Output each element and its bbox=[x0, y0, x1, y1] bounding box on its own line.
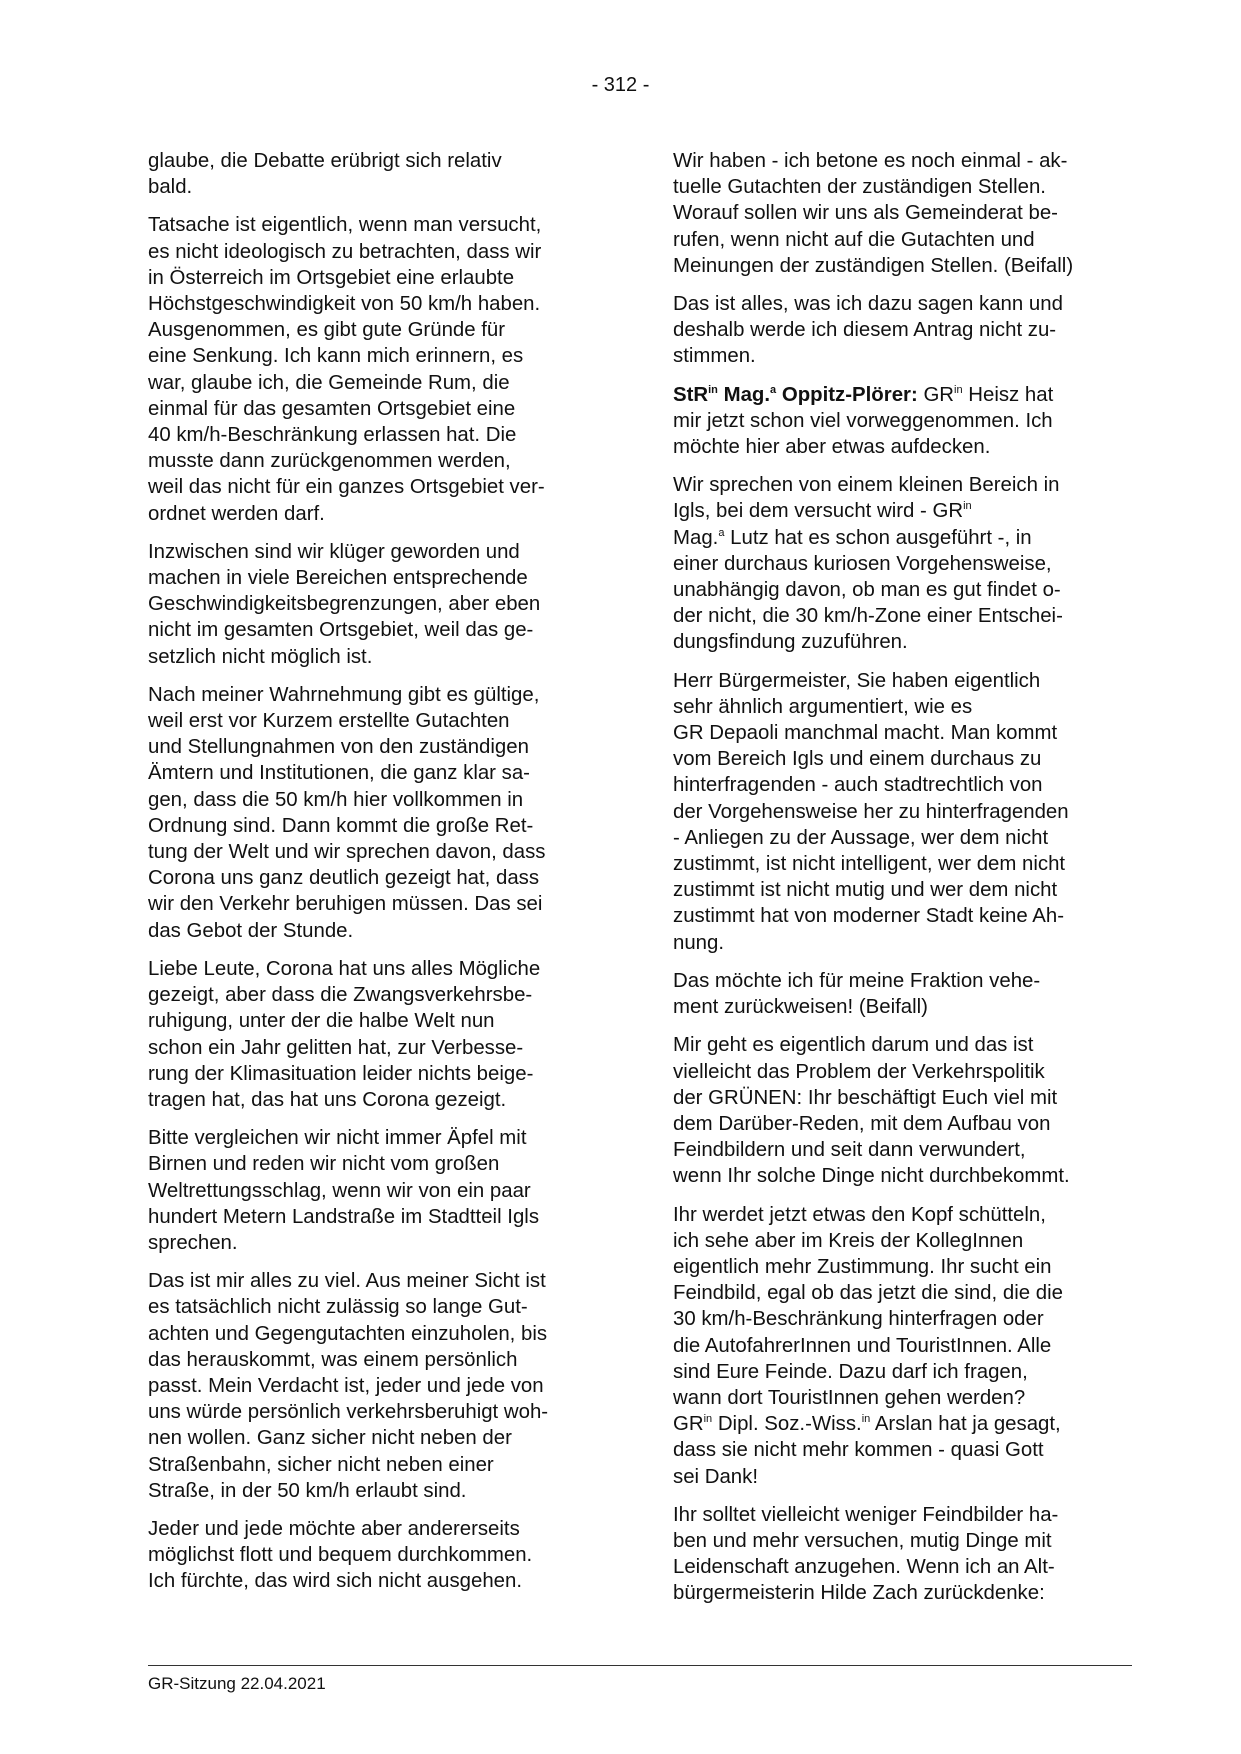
text-line: Das ist mir alles zu viel. Aus meiner Sicht ist bbox=[148, 1270, 546, 1293]
text-line: StR$^{in}$ Mag.$^a$ Oppitz-Plörer: $GR^{in}$ Heisz hat bbox=[673, 383, 1054, 406]
text-line: schon ein Jahr gelitten hat, zur Verbesse- bbox=[148, 1036, 524, 1059]
text-line: wann dort TouristInnen gehen werden? bbox=[673, 1386, 1026, 1409]
text-line: zustimmt hat von moderner Stadt keine Ah- bbox=[673, 905, 1065, 928]
text-line: bürgermeisterin Hilde Zach zurückdenke: bbox=[673, 1582, 1045, 1605]
text-line: Ihr solltet vielleicht weniger Feindbilder ha- bbox=[673, 1503, 1059, 1526]
text-line: setzlich nicht möglich ist. bbox=[148, 645, 373, 668]
text-line: 30 km/h-Beschränkung hinterfragen oder bbox=[673, 1308, 1044, 1331]
text-line: weil erst vor Kurzem erstellte Gutachten bbox=[148, 710, 510, 733]
paragraph bbox=[148, 212, 598, 526]
text-line: tragen hat, das hat uns Corona gezeigt. bbox=[148, 1088, 507, 1111]
text-line: hinterfragenden - auch stadtrechtlich von bbox=[673, 774, 1043, 797]
text-line: rung der Klimasituation leider nichts beige- bbox=[148, 1062, 534, 1085]
text-line: Nach meiner Wahrnehmung gibt es gültige, bbox=[148, 683, 540, 706]
text-line: Ordnung sind. Dann kommt die große Ret- bbox=[148, 814, 534, 837]
text-line: sehr ähnlich argumentiert, wie es bbox=[673, 695, 973, 718]
text-line: deshalb werde ich diesem Antrag nicht zu- bbox=[673, 319, 1057, 342]
text-line: Das ist alles, was ich dazu sagen kann und bbox=[673, 293, 1063, 316]
text-line: sprechen. bbox=[148, 1231, 238, 1254]
text-line: zustimmt ist nicht mutig und wer dem nicht bbox=[673, 879, 1058, 902]
text-line: tuelle Gutachten der zuständigen Stellen. bbox=[673, 176, 1046, 199]
text-line: sind Eure Feinde. Dazu darf ich fragen, bbox=[673, 1360, 1028, 1383]
speaker-paragraph bbox=[673, 382, 1135, 461]
text-line: Straßenbahn, sicher nicht neben einer bbox=[148, 1453, 494, 1476]
text-line: wenn Ihr solche Dinge nicht durchbekommt. bbox=[673, 1165, 1070, 1188]
paragraph bbox=[673, 1032, 1135, 1189]
text-line: wir den Verkehr beruhigen müssen. Das sei bbox=[148, 893, 543, 916]
text-line: Mag.$^a$ Lutz hat es schon ausgeführt -, in bbox=[673, 526, 1032, 549]
text-line: sei Dank! bbox=[673, 1465, 758, 1488]
text-line: einmal für das gesamten Ortsgebiet eine bbox=[148, 397, 516, 420]
text-line: weil das nicht für ein ganzes Ortsgebiet ver- bbox=[148, 476, 545, 499]
text-line: GR Depaoli manchmal macht. Man kommt bbox=[673, 722, 1058, 745]
text-line: dem Darüber-Reden, mit dem Aufbau von bbox=[673, 1112, 1051, 1135]
text-line: machen in viele Bereichen entsprechende bbox=[148, 567, 528, 590]
text-line: $GR^{in}$ Dipl. Soz.-Wiss.$^{in}$ Arslan hat ja gesagt, bbox=[673, 1413, 1061, 1436]
text-line: Bitte vergleichen wir nicht immer Äpfel mit bbox=[148, 1127, 527, 1150]
text-line: hundert Metern Landstraße im Stadtteil Igls bbox=[148, 1205, 540, 1228]
text-line: stimmen. bbox=[673, 345, 756, 368]
text-line: Wir sprechen von einem kleinen Bereich in bbox=[673, 474, 1060, 497]
text-line: es tatsächlich nicht zulässig so lange Gut- bbox=[148, 1296, 528, 1319]
paragraph bbox=[148, 1516, 598, 1595]
text-line: nung. bbox=[673, 931, 725, 954]
text-line: Feindbild, egal ob das jetzt die sind, die die bbox=[673, 1282, 1063, 1305]
text-line: eine Senkung. Ich kann mich erinnern, es bbox=[148, 345, 524, 368]
text-line: vielleicht das Problem der Verkehrspolitik bbox=[673, 1060, 1045, 1083]
page-number: - 312 - bbox=[591, 74, 650, 96]
text-line: Igls, bei dem versucht wird - $GR^{in}$ bbox=[673, 500, 972, 523]
text-line: Wir haben - ich betone es noch einmal - ak- bbox=[673, 150, 1068, 172]
text-line: Corona uns ganz deutlich gezeigt hat, dass bbox=[148, 867, 540, 890]
text-line: bald. bbox=[148, 176, 193, 199]
text-line: Liebe Leute, Corona hat uns alles Mögliche bbox=[148, 957, 541, 980]
text-line: in Österreich im Ortsgebiet eine erlaubte bbox=[148, 266, 515, 289]
paragraph bbox=[673, 291, 1135, 370]
left-column bbox=[148, 148, 598, 1607]
text-line: Geschwindigkeitsbegrenzungen, aber eben bbox=[148, 593, 541, 616]
text-line: ben und mehr versuchen, mutig Dinge mit bbox=[673, 1529, 1052, 1552]
text-line: gezeigt, aber dass die Zwangsverkehrsbe- bbox=[148, 984, 533, 1007]
text-line: der Vorgehensweise her zu hinterfragenden bbox=[673, 800, 1069, 823]
text-line: vom Bereich Igls und einem durchaus zu bbox=[673, 748, 1042, 771]
footer-divider bbox=[148, 1665, 1132, 1666]
text-line: unabhängig davon, ob man es gut findet o- bbox=[673, 579, 1061, 602]
text-line: der GRÜNEN: Ihr beschäftigt Euch viel mit bbox=[673, 1086, 1058, 1109]
text-line: Straße, in der 50 km/h erlaubt sind. bbox=[148, 1479, 467, 1502]
footer-session-date: GR-Sitzung 22.04.2021 bbox=[148, 1674, 326, 1693]
text-line: Leidenschaft anzugehen. Wenn ich an Alt- bbox=[673, 1556, 1055, 1579]
text-line: Worauf sollen wir uns als Gemeinderat be- bbox=[673, 202, 1058, 225]
text-line: Herr Bürgermeister, Sie haben eigentlich bbox=[673, 669, 1041, 692]
paragraph bbox=[148, 148, 598, 200]
text-line: tung der Welt und wir sprechen davon, dass bbox=[148, 841, 546, 864]
text-line: rufen, wenn nicht auf die Gutachten und bbox=[673, 228, 1035, 251]
paragraph bbox=[148, 682, 598, 944]
text-line: Mir geht es eigentlich darum und das ist bbox=[673, 1034, 1034, 1057]
text-line: Tatsache ist eigentlich, wenn man versucht, bbox=[148, 214, 542, 237]
paragraph bbox=[148, 1268, 598, 1504]
text-line: möchte hier aber etwas aufdecken. bbox=[673, 436, 991, 459]
text-line: nen wollen. Ganz sicher nicht neben der bbox=[148, 1427, 512, 1450]
text-line: dungsfindung zuzuführen. bbox=[673, 631, 908, 654]
text-line: ruhigung, unter der die halbe Welt nun bbox=[148, 1010, 495, 1033]
text-line: gen, dass die 50 km/h hier vollkommen in bbox=[148, 788, 524, 811]
text-line: Höchstgeschwindigkeit von 50 km/h haben. bbox=[148, 293, 541, 316]
text-line: nicht im gesamten Ortsgebiet, weil das ge- bbox=[148, 619, 534, 642]
paragraph bbox=[673, 1502, 1135, 1607]
text-line: Meinungen der zuständigen Stellen. (Beifall) bbox=[673, 254, 1074, 277]
paragraph bbox=[673, 1202, 1135, 1490]
text-line: das Gebot der Stunde. bbox=[148, 919, 354, 942]
text-line: und Stellungnahmen von den zuständigen bbox=[148, 736, 529, 759]
text-line: Jeder und jede möchte aber andererseits bbox=[148, 1517, 520, 1540]
text-line: ich sehe aber im Kreis der KollegInnen bbox=[673, 1229, 1024, 1252]
text-line: einer durchaus kuriosen Vorgehensweise, bbox=[673, 552, 1052, 575]
text-line: 40 km/h-Beschränkung erlassen hat. Die bbox=[148, 424, 517, 447]
text-line: Ihr werdet jetzt etwas den Kopf schütteln, bbox=[673, 1203, 1046, 1226]
paragraph bbox=[673, 472, 1135, 655]
text-line: das herauskommt, was einem persönlich bbox=[148, 1348, 518, 1371]
text-line: Feindbildern und seit dann verwundert, bbox=[673, 1139, 1026, 1162]
speaker-label: StR$^{in}$ Mag.$^a$ Oppitz-Plörer: bbox=[673, 383, 918, 406]
text-line: ment zurückweisen! (Beifall) bbox=[673, 996, 928, 1019]
text-line: Ämtern und Institutionen, die ganz klar sa- bbox=[148, 762, 530, 785]
paragraph bbox=[673, 148, 1135, 279]
text-line: die AutofahrerInnen und TouristInnen. Alle bbox=[673, 1334, 1052, 1357]
text-line: war, glaube ich, die Gemeinde Rum, die bbox=[148, 371, 510, 394]
text-line: dass sie nicht mehr kommen - quasi Gott bbox=[673, 1439, 1044, 1462]
right-column bbox=[673, 148, 1135, 1619]
paragraph bbox=[148, 539, 598, 670]
paragraph bbox=[673, 968, 1135, 1020]
text-line: möglichst flott und bequem durchkommen. bbox=[148, 1544, 533, 1567]
text-line: zustimmt, ist nicht intelligent, wer dem nicht bbox=[673, 853, 1066, 876]
text-line: der nicht, die 30 km/h-Zone einer Entschei- bbox=[673, 605, 1063, 628]
text-line: passt. Mein Verdacht ist, jeder und jede von bbox=[148, 1374, 544, 1397]
text-line: mir jetzt schon viel vorweggenommen. Ich bbox=[673, 409, 1053, 432]
text-line: ordnet werden darf. bbox=[148, 502, 325, 525]
text-line: Weltrettungsschlag, wenn wir von ein paar bbox=[148, 1179, 531, 1202]
text-line: musste dann zurückgenommen werden, bbox=[148, 450, 511, 473]
text-line: - Anliegen zu der Aussage, wer dem nicht bbox=[673, 826, 1049, 849]
text-line: Inzwischen sind wir klüger geworden und bbox=[148, 540, 520, 563]
text-line: uns würde persönlich verkehrsberuhigt woh- bbox=[148, 1401, 549, 1424]
text-line: glaube, die Debatte erübrigt sich relativ bbox=[148, 150, 502, 172]
paragraph bbox=[673, 668, 1135, 956]
text-line: Ich fürchte, das wird sich nicht ausgehen. bbox=[148, 1570, 523, 1593]
paragraph bbox=[148, 1125, 598, 1256]
text-line: Ausgenommen, es gibt gute Gründe für bbox=[148, 319, 506, 342]
text-line: Das möchte ich für meine Fraktion vehe- bbox=[673, 969, 1041, 992]
text-line: eigentlich mehr Zustimmung. Ihr sucht ein bbox=[673, 1255, 1052, 1278]
text-line: achten und Gegengutachten einzuholen, bis bbox=[148, 1322, 548, 1345]
paragraph bbox=[148, 956, 598, 1113]
text-line: Birnen und reden wir nicht vom großen bbox=[148, 1153, 500, 1176]
text-line: es nicht ideologisch zu betrachten, dass wir bbox=[148, 240, 542, 263]
